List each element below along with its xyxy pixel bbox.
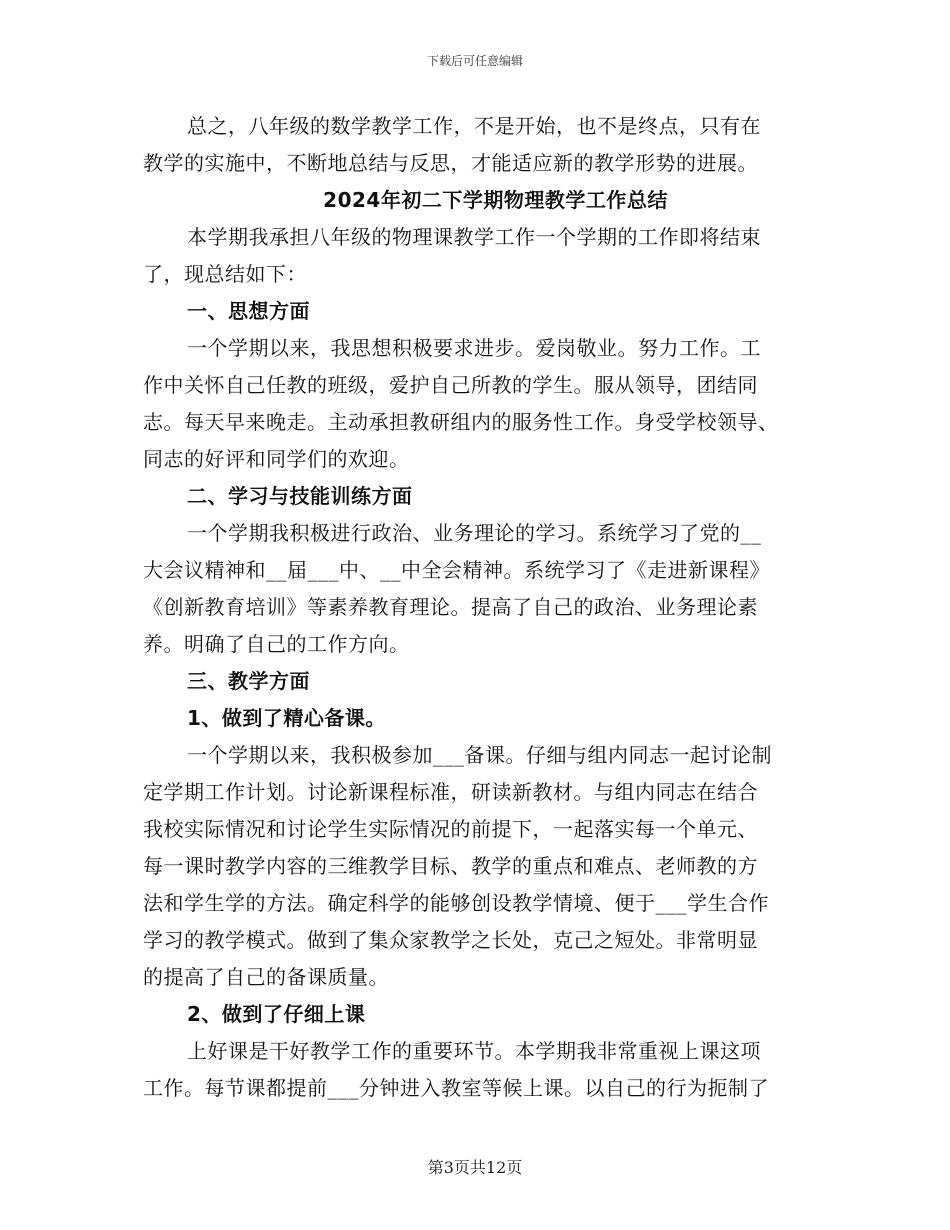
body-text-line: 工作。每节课都提前___分钟进入教室等候上课。以自己的行为扼制了 (143, 1076, 769, 1100)
section-title: 2024年初二下学期物理教学工作总结 (323, 188, 668, 212)
section-heading: 三、教学方面 (187, 669, 310, 693)
section-heading: 一、思想方面 (187, 299, 310, 323)
page-header: 下载后可任意编辑 (426, 54, 523, 68)
body-text-line: 本学期我承担八年级的物理课教学工作一个学期的工作即将结束 (187, 225, 761, 249)
body-text-line: 定学期工作计划。讨论新课程标准，研读新教材。与组内同志在结合 (143, 780, 758, 804)
document-body (143, 108, 808, 1107)
body-text-line: 作中关怀自己任教的班级，爱护自己所教的学生。服从领导，团结同 (143, 373, 758, 397)
body-text-line: 每一课时教学内容的三维教学目标、教学的重点和难点、老师教的方 (143, 854, 758, 878)
body-text-line: 一个学期以来，我思想积极要求进步。爱岗敬业。努力工作。工 (187, 336, 761, 360)
body-text-line: 法和学生学的方法。确定科学的能够创设教学情境、便于___学生合作 (143, 891, 769, 915)
body-text-line: 上好课是干好教学工作的重要环节。本学期我非常重视上课这项 (187, 1039, 761, 1063)
body-text-line: 志。每天早来晚走。主动承担教研组内的服务性工作。身受学校领导、 (143, 410, 779, 434)
body-text-line: 了，现总结如下： (143, 262, 307, 286)
body-text-line: 大会议精神和__届___中、__中全会精神。系统学习了《走进新课程》 (143, 558, 770, 582)
body-text-line: 学习的教学模式。做到了集众家教学之长处，克己之短处。非常明显 (143, 928, 758, 952)
body-text-line: 的提高了自己的备课质量。 (143, 965, 389, 989)
body-text-line: 总之，八年级的数学教学工作，不是开始，也不是终点，只有在 (187, 114, 761, 138)
body-text-line: 教学的实施中，不断地总结与反思，才能适应新的教学形势的进展。 (143, 151, 758, 175)
section-heading: 2、做到了仔细上课 (187, 1002, 366, 1026)
body-text-line: 一个学期我积极进行政治、业务理论的学习。系统学习了党的__ (187, 521, 762, 545)
section-heading: 1、做到了精心备课。 (187, 706, 386, 730)
section-heading: 二、学习与技能训练方面 (187, 484, 413, 508)
body-text-line: 一个学期以来，我积极参加___备课。仔细与组内同志一起讨论制 (187, 743, 772, 767)
page-footer: 第3页共12页 (427, 1158, 523, 1177)
body-text-line: 养。明确了自己的工作方向。 (143, 632, 410, 656)
body-text-line: 同志的好评和同学们的欢迎。 (143, 447, 410, 471)
body-text-line: 我校实际情况和讨论学生实际情况的前提下，一起落实每一个单元、 (143, 817, 758, 841)
body-text-line: 《创新教育培训》等素养教育理论。提高了自己的政治、业务理论素 (143, 595, 758, 619)
